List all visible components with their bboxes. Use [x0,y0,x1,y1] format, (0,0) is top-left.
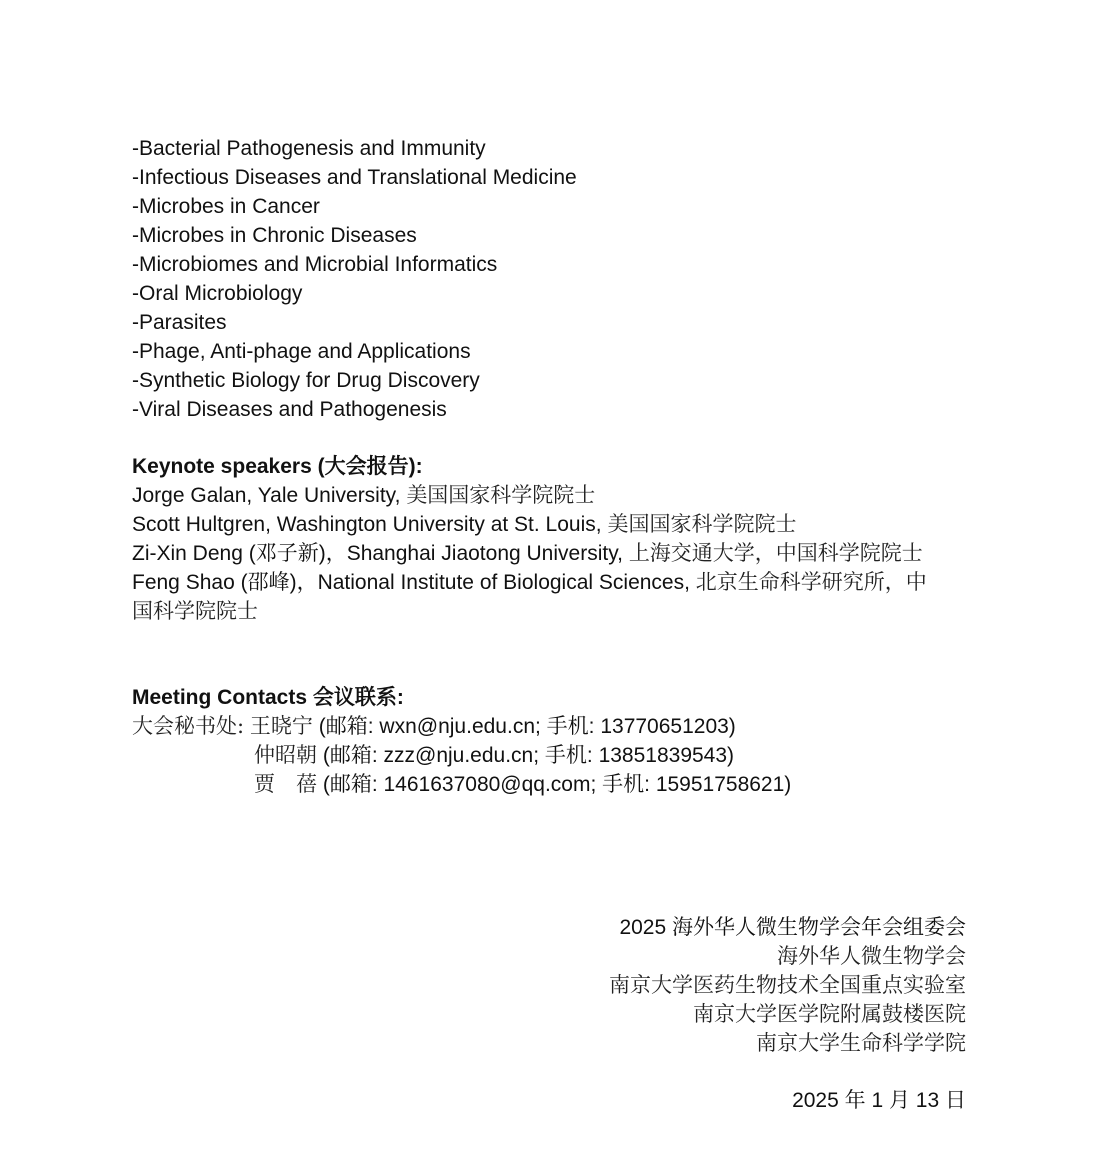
signature-block [609,913,966,1058]
office-label: 大会秘书处: [132,714,245,738]
contact-detail: (邮箱: zzz@nju.edu.cn; 手机: 13851839543) [322,744,735,767]
contact-name: 仲昭朝 [254,743,317,767]
speaker-title: 美国国家科学院院士 [406,483,596,507]
contacts-heading-en: Meeting Contacts [132,686,308,709]
contact-detail: (邮箱: wxn@nju.edu.cn; 手机: 13770651203) [318,715,736,738]
keynote-section [132,452,972,626]
contacts-heading [132,683,972,712]
signature-line: 南京大学生命科学学院 [756,1031,966,1055]
contact-name: 王晓宁 [249,714,313,738]
document-date: 2025 年 1 月 13 日 [792,1089,966,1112]
topic-item: -Parasites [132,311,227,334]
signature-line: 南京大学医药生物技术全国重点实验室 [609,973,966,997]
signature-line: 南京大学医学院附属鼓楼医院 [693,1002,966,1026]
contact-person [132,770,972,799]
speaker-name: Jorge Galan, Yale University, [132,484,401,507]
signature-line: 2025 海外华人微生物学会年会组委会 [619,916,966,939]
topic-item: -Microbiomes and Microbial Informatics [132,253,498,276]
topic-item: -Bacterial Pathogenesis and Immunity [132,137,486,160]
topic-item: -Infectious Diseases and Translational Medicine [132,166,577,189]
contact-person [132,712,972,741]
topic-list [132,134,577,424]
contact-person [132,741,972,770]
speaker-title: 美国国家科学院院士 [607,512,797,536]
keynote-speaker [132,568,972,597]
keynote-speaker [132,510,972,539]
speaker-name: Scott Hultgren, Washington University at St. Louis, [132,513,602,536]
keynote-speaker [132,539,972,568]
topic-item: -Microbes in Cancer [132,195,320,218]
keynote-heading: Keynote speakers (大会报告): [132,455,423,478]
contact-detail: (邮箱: 1461637080@qq.com; 手机: 15951758621) [322,773,792,796]
contacts-section [132,683,972,799]
topic-item: -Viral Diseases and Pathogenesis [132,398,447,421]
keynote-speaker [132,481,972,510]
contact-name: 贾 蓓 [254,772,317,796]
topic-item: -Phage, Anti-phage and Applications [132,340,471,363]
speaker-title: 上海交通大学，中国科学院院士 [628,541,923,565]
speaker-title: 北京生命科学研究所，中 [695,570,927,594]
signature-line: 海外华人微生物学会 [777,944,966,968]
topic-item: -Synthetic Biology for Drug Discovery [132,369,480,392]
speaker-title-continuation: 国科学院院士 [132,599,258,623]
topic-item: -Microbes in Chronic Diseases [132,224,417,247]
contacts-heading-cn: 会议联系: [312,686,404,709]
speaker-name: Feng Shao (邵峰)，National Institute of Biological Sciences, [132,571,690,594]
speaker-name: Zi-Xin Deng (邓子新)，Shanghai Jiaotong University, [132,542,623,565]
topic-item: -Oral Microbiology [132,282,303,305]
